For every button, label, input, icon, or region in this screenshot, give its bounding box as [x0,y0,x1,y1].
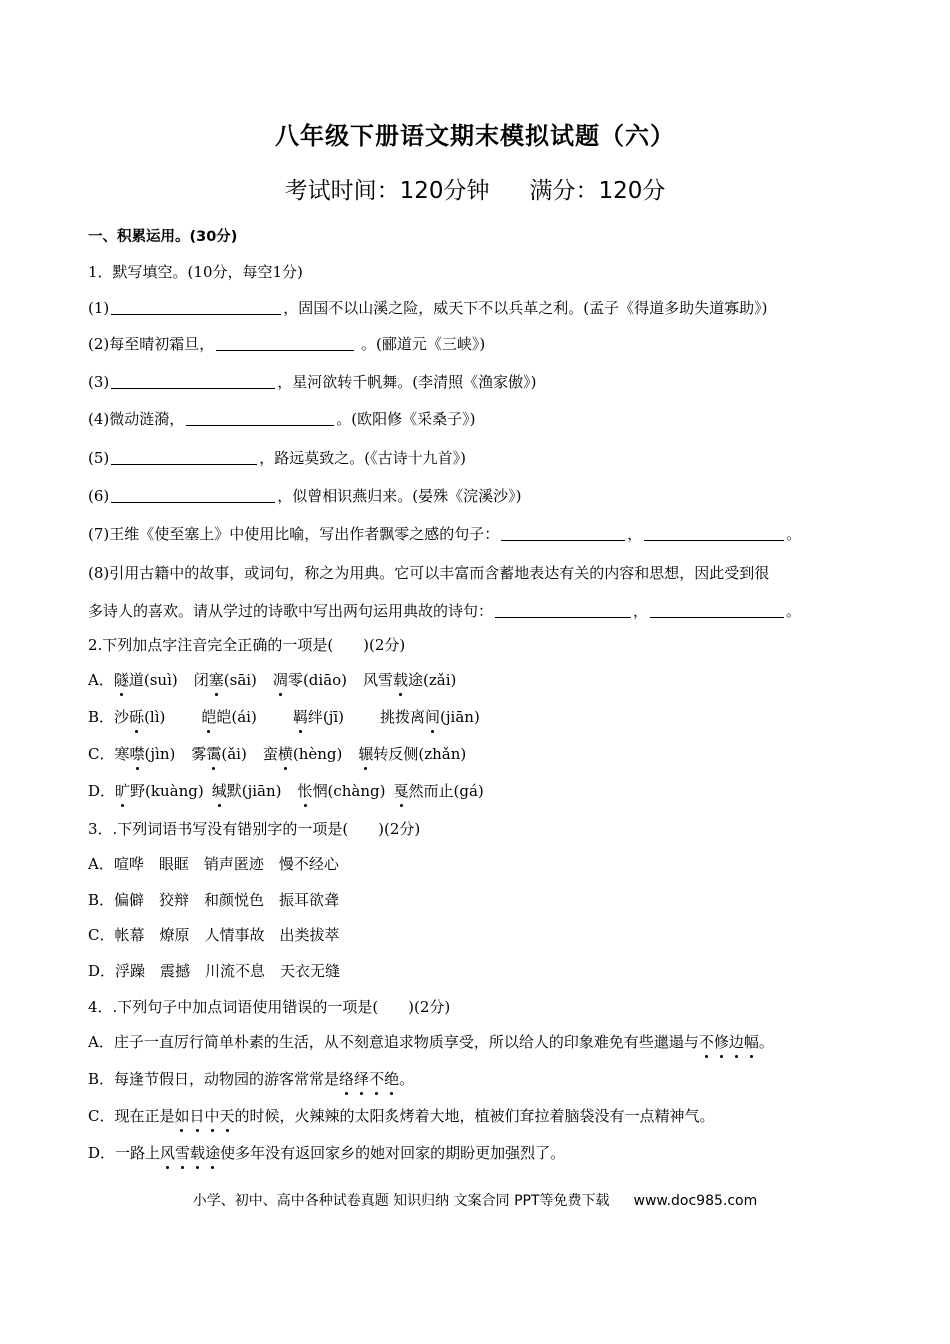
dotted-char: 途 [205,1144,221,1162]
option-label: B． [88,708,115,726]
answer-blank[interactable] [216,334,354,351]
item-text: ，固国不以山溪之险，威天下不以兵革之利。(孟子《得道多助失道寡助》) [283,299,768,317]
item-text: 多诗人的喜欢。请从学过的诗歌中写出两句运用典故的诗句： [88,602,494,620]
dotted-char: 载 [190,1144,206,1162]
item-text: ，似曾相识燕归来。(晏殊《浣溪沙》) [277,487,522,505]
dotted-char: 皑 [201,708,217,726]
q4-option-c [88,1105,715,1127]
dotted-char: 横 [277,745,293,763]
word-text: 皑(ái) [216,708,257,726]
option-text: B．每逢节假日，动物园的游客常常是 [88,1070,340,1088]
q1-item-8-line2 [88,600,801,622]
dotted-phrase [699,1033,759,1051]
q1-item-6 [88,485,521,507]
dotted-char: 隧 [113,671,129,689]
word-text: 默(jiān) [226,782,282,800]
item-number: (1) [88,299,110,317]
word-text: 寒 [114,745,130,763]
option-text: 的时候，火辣辣的太阳炙烤着大地，植被们耷拉着脑袋没有一点精神气。 [234,1107,715,1125]
footer [0,1190,950,1210]
punctuation: 。 [786,525,802,543]
dotted-char: 雪 [175,1144,191,1162]
q2-option-c [88,743,466,765]
word-text: (jìn) [144,745,176,763]
item-text: 。(郦道元《三峡》) [356,335,486,353]
dotted-char: 噤 [129,745,145,763]
q1-item-5 [88,447,466,469]
item-text: ，路远莫致之。(《古诗十九首》) [259,449,466,467]
q1-item-7 [88,523,801,545]
q1-stem: 1．默写填空。(10分，每空1分) [88,263,303,281]
dotted-char: 绝 [384,1070,400,1088]
item-text: (2)每至晴初霜旦， [88,335,215,353]
dotted-phrase [339,1070,399,1088]
dotted-phrase [174,1107,234,1125]
word-text: 风雪 [363,671,394,689]
q1-item-8-line1: (8)引用古籍中的故事，或词句，称之为用典。它可以丰富而含蓄地表达有关的内容和思想，因此受到很 [88,564,770,582]
exam-info [0,172,950,205]
word-text: (hèng) [292,745,343,763]
q3-option-a: A．喧哗 眼眶 销声匿迹 慢不经心 [88,855,339,873]
option-label: A． [88,671,114,689]
word-text: (sāi) [223,671,257,689]
word-text: 沙 [114,708,130,726]
q2-stem: 2.下列加点字注音完全正确的一项是( )(2分) [88,636,406,654]
punctuation: 。 [786,602,802,620]
option-text: D．一路上 [88,1144,161,1162]
q4-option-a [88,1031,774,1053]
answer-blank[interactable] [495,601,631,618]
q4-option-d [88,1142,565,1164]
dotted-char: 络 [339,1070,355,1088]
dotted-char: 天 [219,1107,235,1125]
punctuation: ， [627,525,643,543]
dotted-char: 砾 [129,708,145,726]
footer-text: 小学、初中、高中各种试卷真题 知识归纳 文案合同 PPT等免费下载 [192,1193,610,1209]
item-text: (7)王维《使至塞上》中使用比喻，写出作者飘零之感的句子： [88,525,500,543]
dotted-char: 凋 [272,671,288,689]
q1-item-4 [88,408,475,430]
q2-option-b [88,706,480,728]
item-text: (4)微动涟漪， [88,410,185,428]
dotted-char: 旷 [115,782,131,800]
q4-stem: 4．.下列句子中加点词语使用错误的一项是( )(2分) [88,998,451,1016]
dotted-char: 风 [160,1144,176,1162]
word-text: 绊(jī) [307,708,345,726]
dotted-char: 载 [393,671,409,689]
word-text: (lì) [144,708,166,726]
q3-option-b: B．偏僻 狡辩 和颜悦色 振耳欲聋 [88,891,340,909]
option-text: A．庄子一直厉行简单朴素的生活，从不刻意追求物质享受，所以给人的印象难免有些邋遢与 [88,1033,699,1051]
q2-option-d [88,780,484,802]
item-text: ，星河欲转千帆舞。(李清照《渔家傲》) [277,373,537,391]
dotted-char: 缄 [211,782,227,800]
q1-item-2 [88,333,485,355]
dotted-char: 绎 [354,1070,370,1088]
dotted-char: 怅 [297,782,313,800]
option-label: C． [88,745,115,763]
option-text: C．现在正是 [88,1107,175,1125]
dotted-char: 中 [204,1107,220,1125]
answer-blank[interactable] [111,372,275,389]
word-text: 野(kuàng) [130,782,204,800]
word-text: 惘(chàng) [312,782,386,800]
q2-option-a [88,669,456,691]
dotted-char: 霭 [206,745,222,763]
answer-blank[interactable] [111,448,257,465]
footer-link[interactable]: www.doc985.com [633,1193,758,1209]
q4-option-b [88,1068,414,1090]
answer-blank[interactable] [501,524,625,541]
q3-stem: 3．.下列词语书写没有错别字的一项是( )(2分) [88,820,421,838]
dotted-char: 羁 [292,708,308,726]
q1-item-3 [88,371,536,393]
word-text: 途(zǎi) [408,671,457,689]
word-text: 零(diāo) [287,671,348,689]
punctuation: ， [633,602,649,620]
dotted-char: 塞 [208,671,224,689]
item-number: (3) [88,373,110,391]
dotted-phrase [160,1144,220,1162]
option-text: 。 [399,1070,415,1088]
dotted-char: 辗 [358,745,374,763]
word-text: (jiān) [440,708,480,726]
section-heading: 一、积累运用。(30分) [88,229,238,245]
dotted-char: 日 [189,1107,205,1125]
option-text: 使多年没有返回家乡的她对回家的期盼更加强烈了。 [220,1144,566,1162]
answer-blank[interactable] [650,601,784,618]
word-text: 闭 [193,671,209,689]
page-title: 八年级下册语文期末模拟试题（六） [275,122,675,150]
word-text: 道(suì) [128,671,178,689]
dotted-char: 边 [728,1033,744,1051]
q1-item-1 [88,297,767,319]
word-text: 蛮 [262,745,278,763]
word-text: 然而止(gá) [408,782,484,800]
option-text: 。 [758,1033,774,1051]
exam-score: 满分：120分 [529,178,666,204]
exam-time: 考试时间：120分钟 [284,178,490,204]
item-number: (6) [88,487,110,505]
word-text: (ǎi) [221,745,247,763]
item-number: (5) [88,449,110,467]
answer-blank[interactable] [186,409,334,426]
answer-blank[interactable] [644,524,784,541]
q3-option-d: D．浮躁 震撼 川流不息 天衣无缝 [88,962,341,980]
word-text: 转反侧(zhǎn) [373,745,467,763]
answer-blank[interactable] [111,486,275,503]
option-label: D． [88,782,116,800]
q3-option-c: C．帐幕 燎原 人情事故 出类拔萃 [88,926,340,944]
word-text: 挑拨离 [380,708,426,726]
dotted-char: 修 [713,1033,729,1051]
dotted-char: 戛 [393,782,409,800]
dotted-char: 如 [174,1107,190,1125]
dotted-char: 不 [369,1070,385,1088]
item-text: 。(欧阳修《采桑子》) [336,410,476,428]
word-text: 雾 [191,745,207,763]
answer-blank[interactable] [111,298,281,315]
dotted-char: 幅 [743,1033,759,1051]
dotted-char: 不 [698,1033,714,1051]
dotted-char: 间 [425,708,441,726]
